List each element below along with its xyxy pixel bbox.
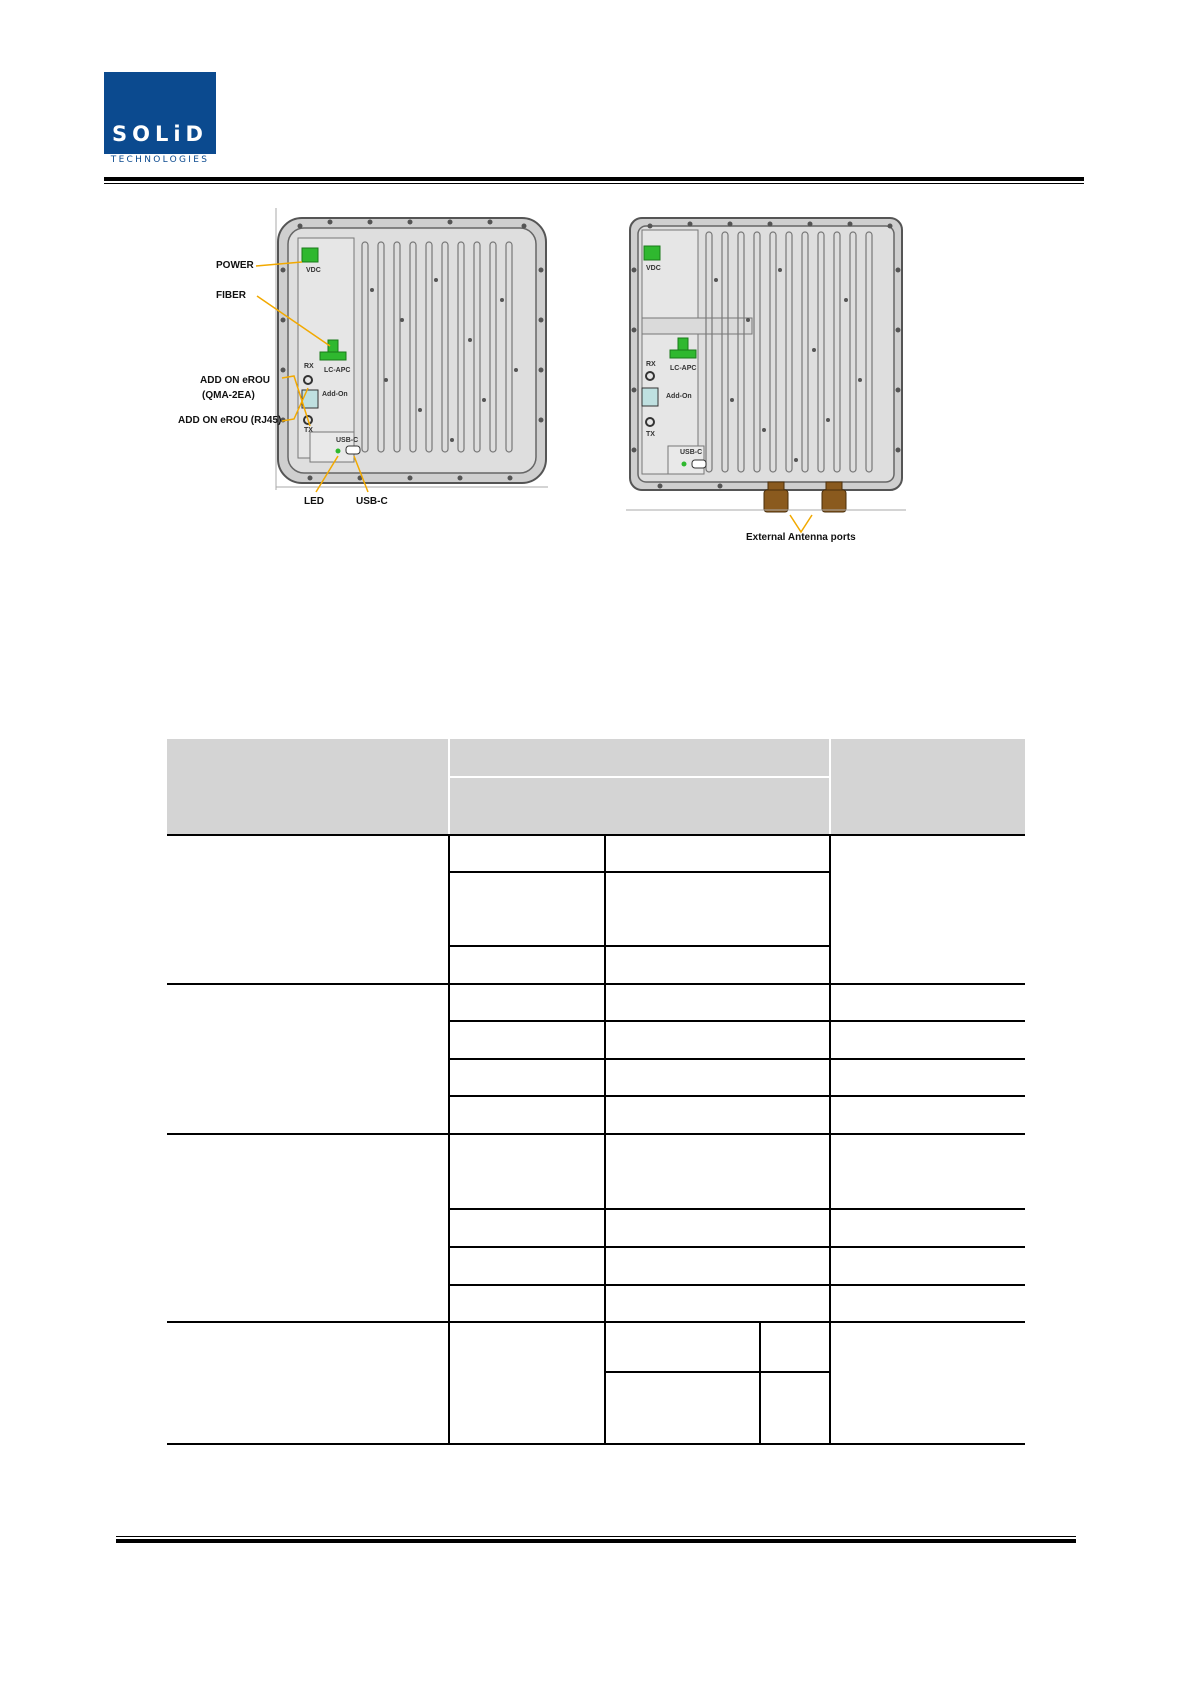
panel-label-lc-apc: LC-APC [324,367,351,374]
col-rule-d [759,1321,761,1445]
header-rule-thick [104,177,1084,181]
header-cell-1 [167,739,448,834]
header-cell-4 [831,739,1025,834]
panel-label-usb-c-right: USB-C [680,449,703,456]
header-divider-1 [448,739,450,834]
panel-label-tx-right: TX [646,431,655,438]
header-cell-2 [450,739,829,776]
callout-addon-rj45: ADD ON eROU (RJ45) [178,415,282,426]
logo-subtitle: TECHNOLOGIES [110,155,210,165]
col-rule-c [829,834,831,1445]
footer-rule-thin [116,1536,1076,1537]
rule-g4-sub [606,1371,829,1373]
panel-label-add-on-right: Add-On [666,393,692,400]
header-divider-3 [450,776,829,778]
remote-unit-front-drawing [170,200,560,520]
panel-label-rx: RX [304,363,314,370]
rule-g2-bottom [167,1133,1025,1135]
rule-table-bottom [167,1443,1025,1445]
solid-logo [104,72,216,168]
panel-label-lc-apc-right: LC-APC [670,365,697,372]
remote-unit-antenna-figure [620,210,920,550]
callout-addon-qma-line2: (QMA-2EA) [202,390,255,401]
remote-unit-front-figure [170,200,560,520]
rule-g3-r1 [450,1208,1025,1210]
remote-unit-antenna-drawing [620,210,920,550]
rule-g3-bottom [167,1321,1025,1323]
rule-header-bottom [167,834,1025,836]
panel-label-vdc-right: VDC [646,265,661,272]
callout-usb-c: USB-C [356,496,388,507]
logo-word: SOLiD [112,122,208,146]
panel-label-tx: TX [304,427,313,434]
callout-fiber: FIBER [216,290,246,301]
header-rule-thin [104,183,1084,184]
panel-label-vdc: VDC [306,267,321,274]
rule-g2-r3 [450,1095,1025,1097]
header-cell-3 [450,778,829,834]
panel-label-rx-right: RX [646,361,656,368]
col-rule-a [448,834,450,1445]
panel-label-add-on: Add-On [322,391,348,398]
rule-g3-r2 [450,1246,1025,1248]
callout-led: LED [304,496,324,507]
rule-g1-bottom [167,983,1025,985]
callout-power: POWER [216,260,254,271]
panel-label-usb-c: USB-C [336,437,359,444]
specification-table [167,739,1025,1445]
rule-g1-r2 [450,945,829,947]
rule-g2-r1 [450,1020,1025,1022]
header-divider-2 [829,739,831,834]
rule-g1-r1 [450,871,829,873]
rule-g3-r3 [450,1284,1025,1286]
callout-external-antenna-ports: External Antenna ports [746,532,856,543]
footer-rule-thick [116,1539,1076,1543]
rule-g2-r2 [450,1058,1025,1060]
col-rule-b [604,834,606,1445]
callout-addon-qma-line1: ADD ON eROU [200,375,271,386]
